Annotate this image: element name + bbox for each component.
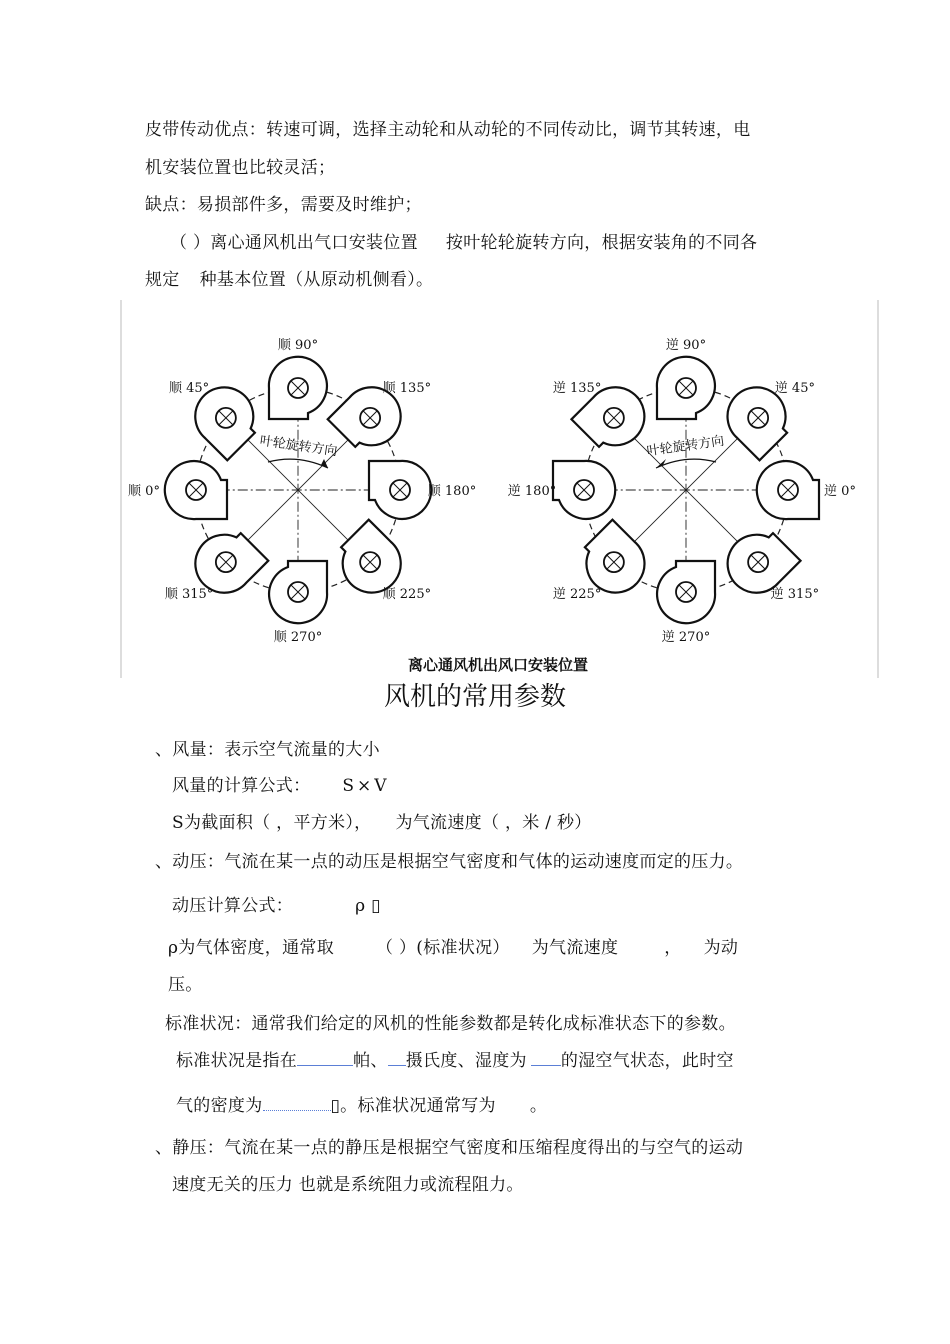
- item-dynamic-pressure: 、动压：气流在某一点的动压是根据空气密度和气体的运动速度而定的压力。: [155, 852, 744, 872]
- angle-label-right-0: 逆 90°: [665, 338, 707, 353]
- fan-housing-right-6: [553, 461, 615, 519]
- counterclockwise-dial: [508, 338, 856, 645]
- standard-condition-text-f: ▯。标准状况通常写为: [330, 1096, 496, 1116]
- angle-label-left-5: 顺 315°: [164, 587, 214, 603]
- angle-label-left-4: 顺 270°: [273, 630, 323, 645]
- angle-label-right-7: 逆 135°: [552, 380, 602, 396]
- item-static-pressure-line1: 、静压：气流在某一点的静压是根据空气密度和压缩程度得出的与空气的运动: [155, 1138, 744, 1158]
- paragraph-outlet-position-line1: [170, 228, 757, 253]
- angle-label-right-4: 逆 270°: [661, 630, 711, 645]
- density-blank: [263, 1109, 331, 1111]
- angle-label-left-3: 顺 225°: [382, 587, 432, 603]
- speed-note-comma: ，: [664, 938, 682, 958]
- clockwise-dial: [128, 338, 476, 645]
- dynamic-pressure-formula-line: [172, 891, 381, 916]
- fan-housing-left-6: [165, 461, 227, 519]
- fan-housing-left-4: [269, 561, 327, 623]
- fan-housing-left-0: [269, 357, 327, 419]
- angle-label-right-2: 逆 0°: [824, 484, 856, 499]
- fan-outlet-position-figure: [120, 300, 880, 678]
- fan-housing-right-4: [657, 561, 715, 623]
- standard-condition-text-d: 的湿空气状态，此时空: [560, 1051, 734, 1071]
- paragraph-belt-advantage-line1: 皮带传动优点：转速可调，选择主动轮和从动轮的不同传动比，调节其转速，电: [145, 120, 751, 140]
- angle-label-left-6: 顺 0°: [128, 484, 160, 499]
- standard-condition-text-a: 标准状况是指在: [176, 1051, 298, 1071]
- density-note: ρ为气体密度，通常取: [168, 938, 334, 958]
- standard-condition-definition: 标准状况：通常我们给定的风机的性能参数都是转化成标准状态下的参数。: [165, 1014, 736, 1034]
- dynamic-pressure-formula-label: 动压计算公式：: [172, 896, 294, 916]
- fan-housing-right-0: [657, 357, 715, 419]
- paragraph-belt-disadvantage: 缺点：易损部件多，需要及时维护；: [145, 195, 422, 215]
- dynamic-pressure-formula: ρ ▯: [355, 896, 381, 916]
- standard-condition-text-b: 帕、: [353, 1051, 388, 1071]
- rotation-direction-label-left: 叶轮旋转方向: [258, 433, 339, 460]
- item-air-volume: 、风量：表示空气流量的大小: [155, 740, 380, 760]
- air-volume-formula-label: 风量的计算公式：: [172, 776, 311, 796]
- air-volume-note-speed: 为气流速度（ ，米 / 秒）: [395, 813, 592, 833]
- speed-note: 为气流速度: [531, 938, 619, 958]
- standard-condition-text-c: 摄氏度、湿度为: [405, 1051, 527, 1071]
- angle-label-left-2: 顺 180°: [427, 484, 477, 499]
- air-volume-note-line: [172, 808, 592, 833]
- air-volume-formula: S×V: [342, 776, 390, 796]
- section-title: 风机的常用参数: [383, 682, 566, 712]
- standard-condition-note: （ ）(标准状况）: [376, 938, 510, 958]
- fan-housing-right-2: [757, 461, 819, 519]
- air-volume-formula-line: [172, 771, 390, 796]
- angle-label-left-0: 顺 90°: [277, 338, 319, 353]
- standard-condition-text-g: 。: [529, 1096, 548, 1116]
- standard-condition-line2: [176, 1046, 734, 1071]
- outlet-position-text-b: 按叶轮轮旋转方向，根据安装角的不同各: [445, 233, 758, 253]
- angle-label-right-3: 逆 315°: [770, 587, 820, 603]
- pressure-blank: [297, 1064, 353, 1066]
- paragraph-belt-advantage-line2: 机安装位置也比较灵活；: [145, 158, 336, 178]
- figure-caption: 离心通风机出风口安装位置: [407, 656, 589, 674]
- rotation-arrowhead-right: [656, 459, 666, 468]
- standard-condition-text-e: 气的密度为: [176, 1096, 263, 1116]
- dynamic-pressure-note-line1: [168, 933, 738, 958]
- humidity-blank: [531, 1064, 561, 1066]
- outlet-position-text-d: 种基本位置（从原动机侧看）。: [199, 270, 434, 290]
- dynamic-pressure-note: 为动: [703, 938, 739, 958]
- angle-label-right-6: 逆 180°: [507, 484, 557, 499]
- angle-label-right-1: 逆 45°: [774, 380, 815, 396]
- fan-housing-left-2: [369, 461, 431, 519]
- temperature-blank: [388, 1064, 406, 1066]
- outlet-position-text-c: 规定: [145, 270, 180, 290]
- item-static-pressure-line2: 速度无关的压力 也就是系统阻力或流程阻力。: [172, 1175, 524, 1195]
- air-volume-note-area: S为截面积（ ，平方米），: [172, 813, 372, 833]
- angle-label-right-5: 逆 225°: [552, 587, 602, 603]
- rotation-direction-label-right: 叶轮旋转方向: [645, 433, 726, 460]
- angle-label-left-7: 顺 45°: [169, 380, 210, 396]
- angle-label-left-1: 顺 135°: [382, 380, 432, 396]
- paragraph-outlet-position-line2: [145, 265, 433, 290]
- standard-condition-line3: [176, 1091, 547, 1116]
- dynamic-pressure-note-line2: 压。: [168, 975, 203, 995]
- outlet-position-text-a: （ ）离心通风机出气口安装位置: [170, 233, 418, 253]
